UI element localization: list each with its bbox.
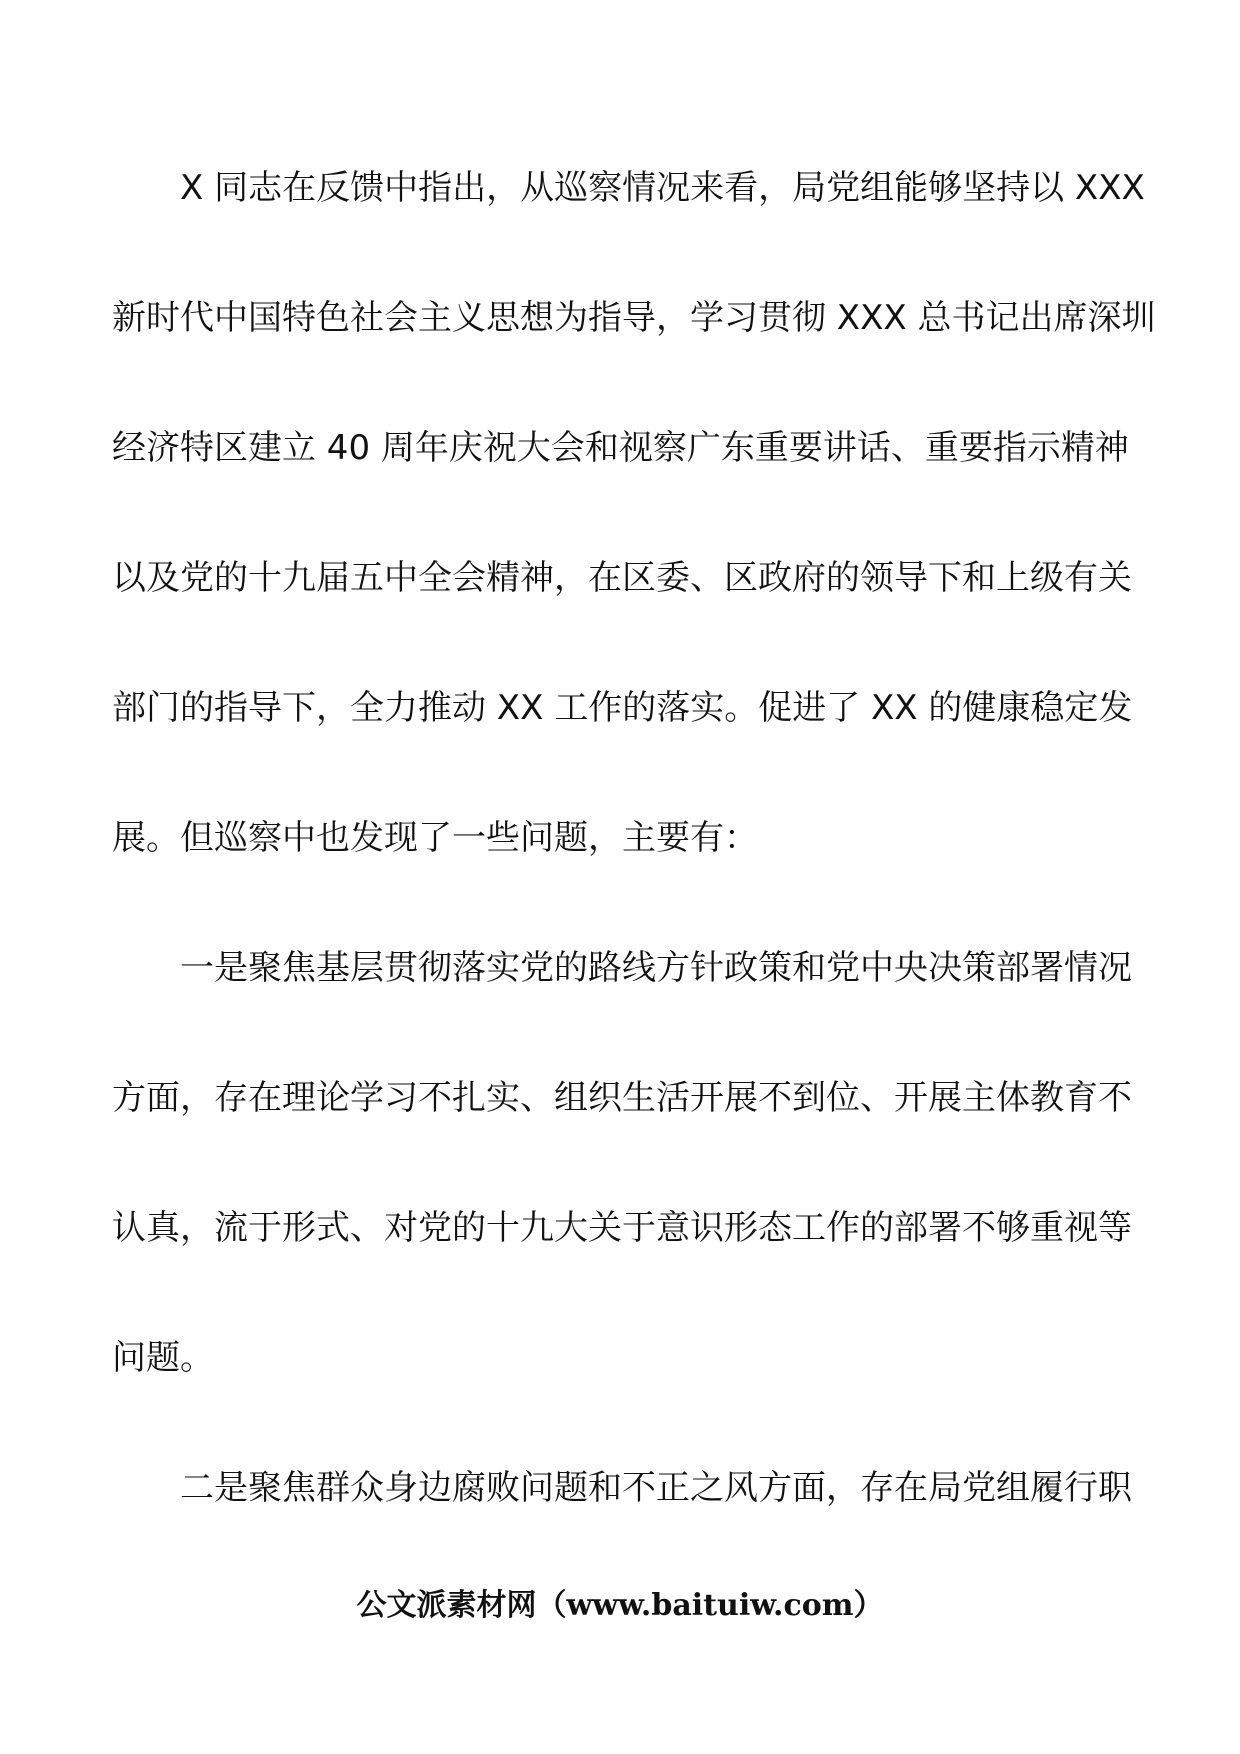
paragraph-3-line-1: 二是聚焦群众身边腐败问题和不正之风方面，存在局党组履行职 — [180, 1468, 1132, 1508]
paragraph-2-line-1: 一是聚焦基层贯彻落实党的路线方针政策和党中央决策部署情况 — [180, 948, 1132, 988]
paragraph-2-line-3: 认真，流于形式、对党的十九大关于意识形态工作的部署不够重视等 — [112, 1208, 1132, 1248]
paragraph-2-line-2: 方面，存在理论学习不扎实、组织生活开展不到位、开展主体教育不 — [112, 1078, 1132, 1118]
paragraph-1-line-4: 以及党的十九届五中全会精神，在区委、区政府的领导下和上级有关 — [112, 558, 1132, 598]
paragraph-2-line-4: 问题。 — [112, 1338, 214, 1378]
paragraph-1-line-6: 展。但巡察中也发现了一些问题，主要有： — [112, 818, 758, 858]
paragraph-1-line-1: X 同志在反馈中指出，从巡察情况来看，局党组能够坚持以 XXX — [180, 168, 1145, 208]
document-body — [112, 150, 1156, 1580]
footer-watermark: 公文派素材网（www.baituiw.com） — [356, 1588, 884, 1623]
paragraph-1-line-3: 经济特区建立 40 周年庆祝大会和视察广东重要讲话、重要指示精神 — [112, 428, 1129, 468]
paragraph-1-line-5: 部门的指导下，全力推动 XX 工作的落实。促进了 XX 的健康稳定发 — [112, 688, 1133, 728]
paragraph-1-line-2: 新时代中国特色社会主义思想为指导，学习贯彻 XXX 总书记出席深圳 — [112, 298, 1156, 338]
